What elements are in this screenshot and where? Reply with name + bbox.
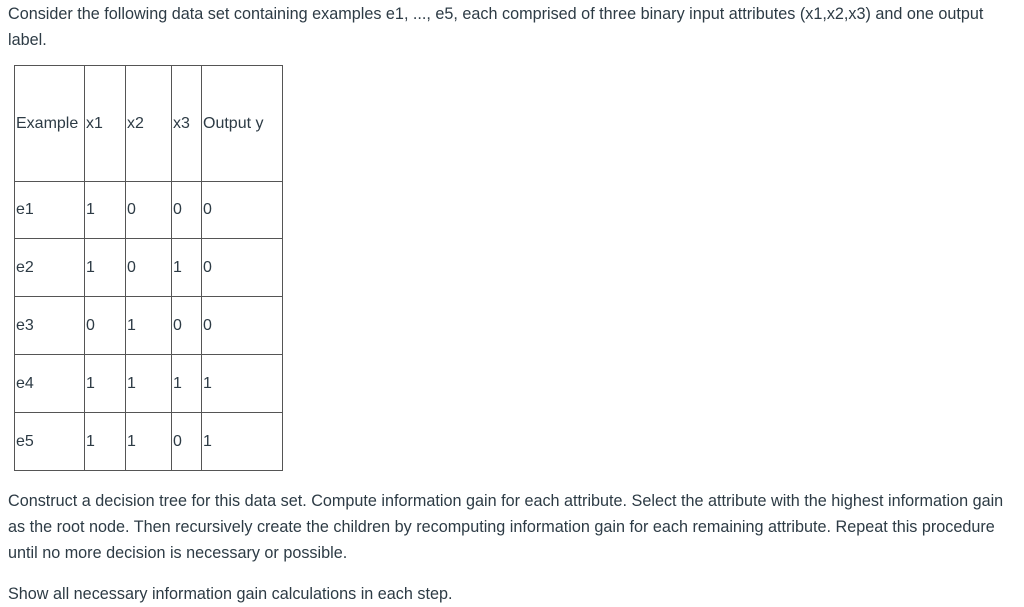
cell-output-y: 0 xyxy=(202,239,283,297)
cell-output-y: 0 xyxy=(202,297,283,355)
cell-output-y: 1 xyxy=(202,413,283,471)
cell-x1: 1 xyxy=(85,355,126,413)
table-row xyxy=(15,355,283,413)
cell-x3: 0 xyxy=(172,297,202,355)
cell-x2: 0 xyxy=(126,239,172,297)
cell-example: e1 xyxy=(15,182,85,239)
cell-x3: 1 xyxy=(172,239,202,297)
cell-x2: 0 xyxy=(126,182,172,239)
cell-x1: 1 xyxy=(85,413,126,471)
cell-example: e3 xyxy=(15,297,85,355)
cell-x2: 1 xyxy=(126,413,172,471)
cell-example: e4 xyxy=(15,355,85,413)
cell-output-y: 0 xyxy=(202,182,283,239)
table-row xyxy=(15,297,283,355)
cell-output-y: 1 xyxy=(202,355,283,413)
cell-x3: 0 xyxy=(172,182,202,239)
header-example: Example xyxy=(15,66,85,182)
header-output-y: Output y xyxy=(202,66,283,182)
cell-x3: 0 xyxy=(172,413,202,471)
show-calculations-paragraph: Show all necessary information gain calculations in each step. xyxy=(8,585,453,603)
instructions-paragraph: Construct a decision tree for this data set. Compute information gain for each attribute. Select the attribute with the highest information gain as the root node. Then recursively create the children by recomputing information gain for each remaining attribute. Repeat this procedure until no more decision is necessary or possible. xyxy=(8,492,1004,562)
cell-x2: 1 xyxy=(126,297,172,355)
table-row xyxy=(15,413,283,471)
cell-x1: 1 xyxy=(85,182,126,239)
cell-x1: 0 xyxy=(85,297,126,355)
cell-example: e2 xyxy=(15,239,85,297)
table-header-row xyxy=(15,66,283,182)
cell-example: e5 xyxy=(15,413,85,471)
cell-x1: 1 xyxy=(85,239,126,297)
header-x3: x3 xyxy=(172,66,202,182)
intro-paragraph: Consider the following data set containing examples e1, ..., e5, each comprised of three binary input attributes (x1,x2,x3) and one output label. xyxy=(8,5,984,49)
header-x1: x1 xyxy=(85,66,126,182)
cell-x3: 1 xyxy=(172,355,202,413)
dataset-table xyxy=(14,65,283,471)
cell-x2: 1 xyxy=(126,355,172,413)
header-x2: x2 xyxy=(126,66,172,182)
table-row xyxy=(15,182,283,239)
table-row xyxy=(15,239,283,297)
